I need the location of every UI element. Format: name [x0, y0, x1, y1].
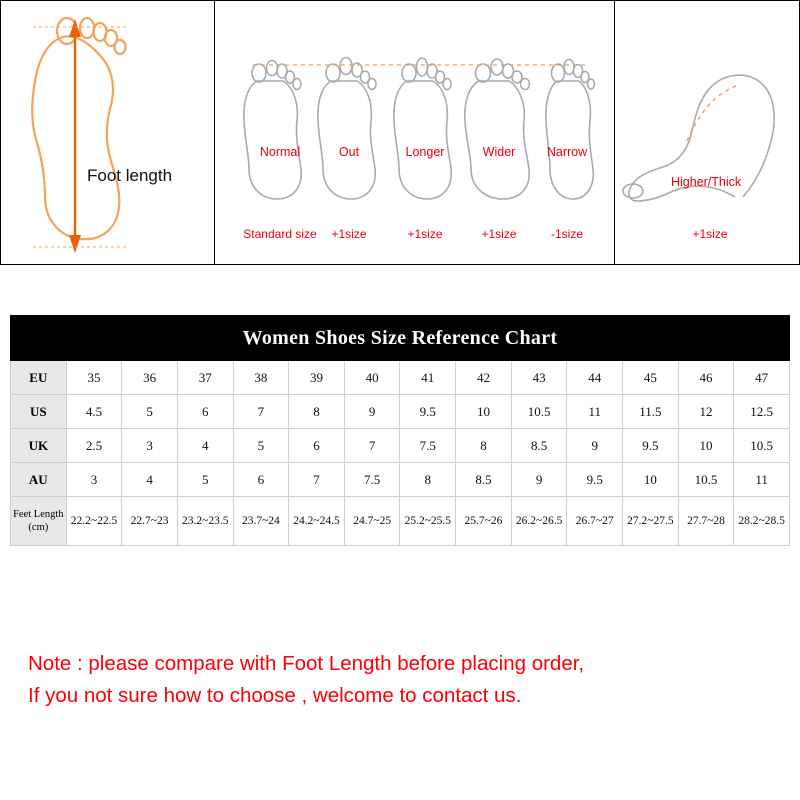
- cell-eu-0: 35: [66, 361, 122, 395]
- cell-uk-9: 9: [567, 429, 623, 463]
- cell-feet-4: 24.2~24.5: [289, 497, 345, 546]
- cell-us-4: 8: [289, 395, 345, 429]
- cell-eu-9: 44: [567, 361, 623, 395]
- cell-us-12: 12.5: [734, 395, 790, 429]
- toe-type-label-2: Longer: [405, 145, 445, 159]
- cell-feet-1: 22.7~23: [122, 497, 178, 546]
- cell-us-1: 5: [122, 395, 178, 429]
- cell-feet-11: 27.7~28: [678, 497, 734, 546]
- illustration-row: [0, 0, 800, 265]
- cell-us-6: 9.5: [400, 395, 456, 429]
- cell-us-10: 11.5: [623, 395, 679, 429]
- toe-type-advice-0: Standard size: [243, 227, 317, 241]
- cell-feet-5: 24.7~25: [344, 497, 400, 546]
- row-label-us: US: [11, 395, 67, 429]
- toe-shape-panel: [215, 0, 615, 265]
- table-row: [11, 463, 790, 497]
- cell-us-11: 12: [678, 395, 734, 429]
- foot-length-label: Foot length: [87, 166, 173, 185]
- toe-type-advice-2: +1size: [407, 227, 443, 241]
- cell-feet-7: 25.7~26: [456, 497, 512, 546]
- cell-au-0: 3: [66, 463, 122, 497]
- toe-type-advice-1: +1size: [331, 227, 367, 241]
- cell-au-1: 4: [122, 463, 178, 497]
- toe-type-label-1: Out: [338, 145, 360, 159]
- toe-shapes-diagram: [215, 1, 613, 264]
- cell-us-7: 10: [456, 395, 512, 429]
- cell-eu-1: 36: [122, 361, 178, 395]
- instep-panel: [615, 0, 800, 265]
- cell-feet-6: 25.2~25.5: [400, 497, 456, 546]
- cell-eu-6: 41: [400, 361, 456, 395]
- foot-length-diagram: [1, 1, 214, 264]
- row-label-feet-length: Feet Length (cm): [11, 497, 67, 546]
- cell-uk-1: 3: [122, 429, 178, 463]
- cell-au-10: 10: [623, 463, 679, 497]
- note-line-2: If you not sure how to choose , welcome to contact us.: [28, 684, 522, 707]
- row-label-uk: UK: [11, 429, 67, 463]
- cell-au-4: 7: [289, 463, 345, 497]
- cell-au-6: 8: [400, 463, 456, 497]
- cell-au-3: 6: [233, 463, 289, 497]
- cell-us-8: 10.5: [511, 395, 567, 429]
- cell-au-5: 7.5: [344, 463, 400, 497]
- instep-label: Higher/Thick: [671, 175, 742, 189]
- cell-feet-3: 23.7~24: [233, 497, 289, 546]
- toe-type-label-3: Wider: [482, 145, 516, 159]
- cell-uk-11: 10: [678, 429, 734, 463]
- table-row: [11, 497, 790, 546]
- table-row: [11, 395, 790, 429]
- cell-eu-4: 39: [289, 361, 345, 395]
- cell-us-0: 4.5: [66, 395, 122, 429]
- cell-feet-0: 22.2~22.5: [66, 497, 122, 546]
- row-label-eu: EU: [11, 361, 67, 395]
- cell-uk-3: 5: [233, 429, 289, 463]
- cell-us-2: 6: [177, 395, 233, 429]
- cell-feet-2: 23.2~23.5: [177, 497, 233, 546]
- row-label-au: AU: [11, 463, 67, 497]
- cell-us-5: 9: [344, 395, 400, 429]
- toe-type-label-0: Normal: [259, 145, 301, 159]
- cell-eu-8: 43: [511, 361, 567, 395]
- cell-au-9: 9.5: [567, 463, 623, 497]
- cell-us-9: 11: [567, 395, 623, 429]
- note-line-1: Note : please compare with Foot Length before placing order,: [28, 652, 585, 675]
- cell-uk-2: 4: [177, 429, 233, 463]
- toe-type-label-4: Narrow: [546, 145, 588, 159]
- cell-uk-0: 2.5: [66, 429, 122, 463]
- cell-us-3: 7: [233, 395, 289, 429]
- cell-eu-12: 47: [734, 361, 790, 395]
- cell-feet-10: 27.2~27.5: [623, 497, 679, 546]
- cell-feet-9: 26.7~27: [567, 497, 623, 546]
- toe-type-advice-3: +1size: [481, 227, 517, 241]
- cell-eu-2: 37: [177, 361, 233, 395]
- cell-au-12: 11: [734, 463, 790, 497]
- cell-uk-8: 8.5: [511, 429, 567, 463]
- cell-au-2: 5: [177, 463, 233, 497]
- cell-uk-5: 7: [344, 429, 400, 463]
- size-chart-table: [10, 315, 790, 546]
- cell-uk-6: 7.5: [400, 429, 456, 463]
- cell-eu-7: 42: [456, 361, 512, 395]
- cell-uk-7: 8: [456, 429, 512, 463]
- cell-eu-11: 46: [678, 361, 734, 395]
- cell-au-8: 9: [511, 463, 567, 497]
- cell-au-7: 8.5: [456, 463, 512, 497]
- cell-eu-3: 38: [233, 361, 289, 395]
- cell-eu-5: 40: [344, 361, 400, 395]
- chart-title: Women Shoes Size Reference Chart: [11, 316, 790, 361]
- size-chart-table-wrapper: [10, 315, 790, 546]
- foot-length-panel: [0, 0, 215, 265]
- table-row: [11, 361, 790, 395]
- cell-uk-12: 10.5: [734, 429, 790, 463]
- cell-au-11: 10.5: [678, 463, 734, 497]
- cell-uk-4: 6: [289, 429, 345, 463]
- cell-uk-10: 9.5: [623, 429, 679, 463]
- table-title-row: [11, 316, 790, 361]
- toe-type-advice-4: -1size: [550, 227, 583, 241]
- cell-feet-8: 26.2~26.5: [511, 497, 567, 546]
- high-instep-diagram: [615, 1, 798, 264]
- table-row: [11, 429, 790, 463]
- cell-eu-10: 45: [623, 361, 679, 395]
- instep-advice: +1size: [692, 227, 728, 241]
- note-block: [28, 648, 788, 712]
- cell-feet-12: 28.2~28.5: [734, 497, 790, 546]
